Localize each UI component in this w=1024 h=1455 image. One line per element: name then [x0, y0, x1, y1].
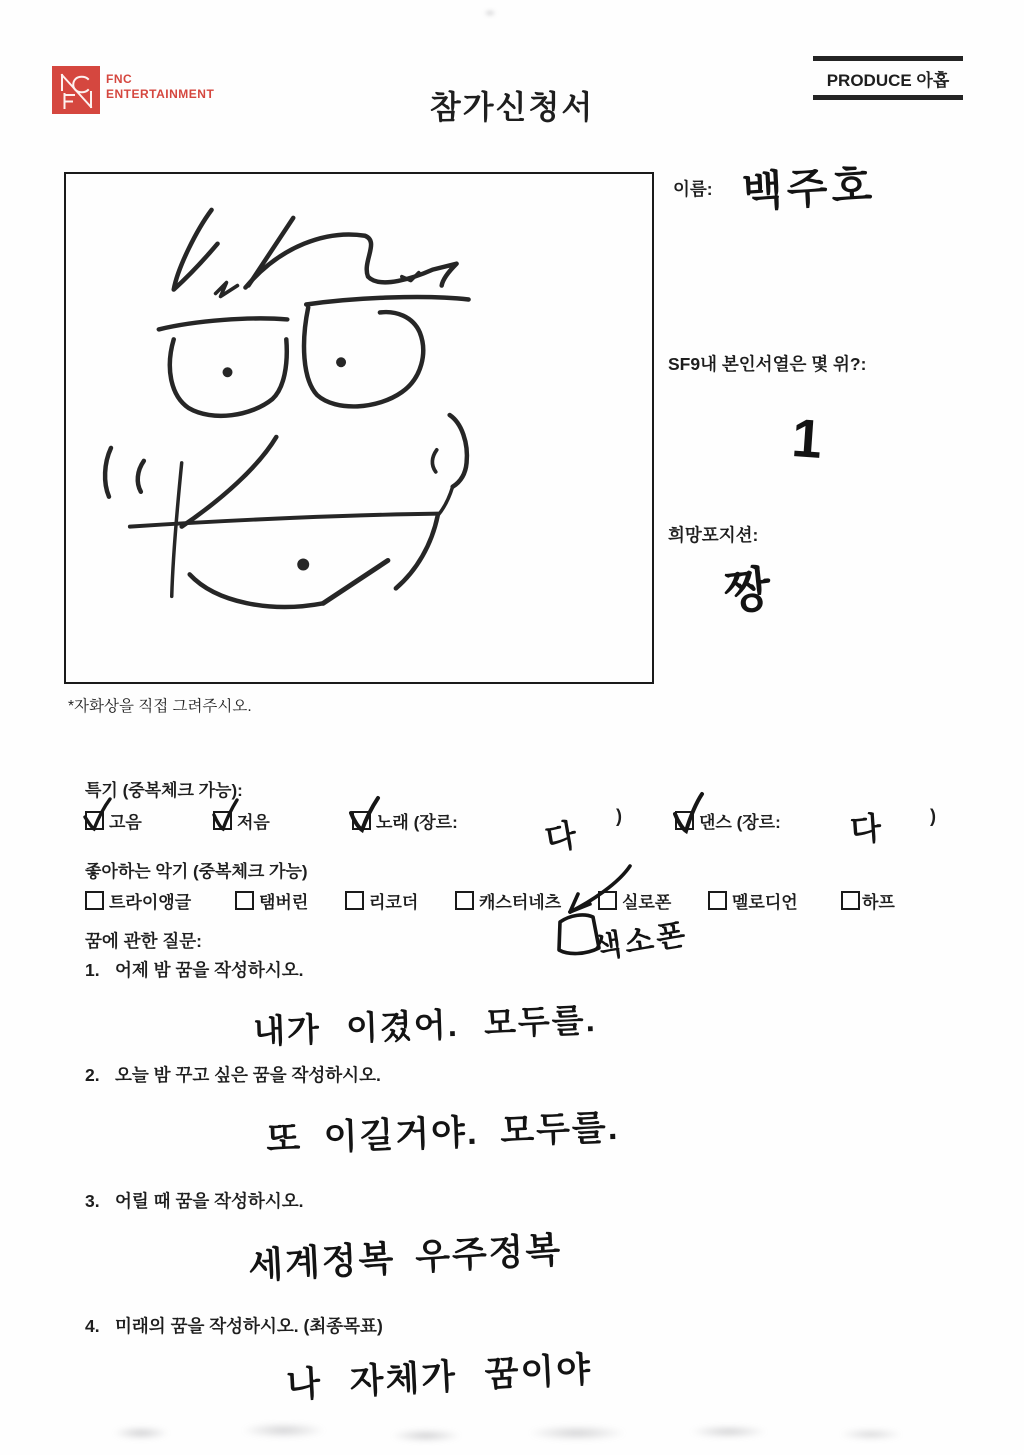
specialty-label: 노래 (장르: [376, 813, 458, 832]
checkbox-high-note[interactable] [85, 811, 104, 830]
specialty-option-dance [675, 808, 781, 833]
checkbox-dance[interactable] [675, 811, 694, 830]
paren-close: ) [930, 806, 936, 826]
instrument-label: 실로폰 [622, 893, 672, 912]
scan-artifact [482, 8, 498, 18]
checkbox-singing[interactable] [352, 811, 371, 830]
dream-question-1 [85, 957, 304, 982]
dream-question-2 [85, 1062, 381, 1087]
specialty-label: 저음 [237, 813, 270, 832]
dream-answer-3: 세계정복 우주정복 [247, 1228, 564, 1287]
instrument-label: 탬버린 [259, 893, 309, 912]
instruments-heading: 좋아하는 악기 (중복체크 가능) [85, 862, 308, 881]
checkmark-icon [673, 800, 703, 838]
specialty-heading: 특기 (중복체크 가능): [85, 781, 243, 800]
instrument-label: 하프 [862, 893, 895, 912]
checkbox-recorder[interactable] [345, 891, 364, 910]
position-label: 희망포지션: [668, 525, 759, 545]
page-title: 참가신청서 [429, 89, 595, 125]
dream-question-4 [85, 1313, 383, 1338]
checkmark-icon [350, 800, 380, 834]
self-portrait-box [64, 172, 654, 684]
instrument-label: 트라이앵글 [109, 893, 192, 912]
scan-smudge-artifact [70, 1420, 960, 1446]
dream-answer-4: 나 자체가 꿈이야 [285, 1350, 594, 1405]
dream-answer-1: 내가 이겼어. 모두를. [252, 1001, 598, 1050]
question-text: 미래의 꿈을 작성하시오. (최종목표) [115, 1316, 383, 1336]
instrument-label: 리코더 [369, 893, 419, 912]
checkbox-castanets[interactable] [455, 891, 474, 910]
question-number: 4. [85, 1316, 100, 1336]
name-label: 이름: [673, 179, 713, 199]
rank-label: SF9내 본인서열은 몇 위?: [668, 354, 867, 374]
portrait-note: *자화상을 직접 그려주시오. [68, 698, 252, 715]
dreams-heading: 꿈에 관한 질문: [85, 931, 202, 951]
instrument-option-recorder [345, 888, 418, 913]
specialty-option-high-note [85, 808, 142, 833]
checkmark-icon [83, 800, 113, 834]
checkbox-low-note[interactable] [213, 811, 232, 830]
question-text: 어제 밤 꿈을 작성하시오. [115, 960, 304, 980]
specialty-option-singing [352, 808, 458, 833]
specialty-label: 고음 [109, 813, 142, 832]
self-portrait-drawing [66, 174, 652, 682]
checkbox-tambourine[interactable] [235, 891, 254, 910]
dream-answer-2: 또 이길거야. 모두를. [265, 1107, 621, 1160]
instrument-label: 캐스터네츠 [479, 893, 562, 912]
question-number: 3. [85, 1191, 100, 1211]
produce-badge: PRODUCE 아홉 [813, 56, 963, 100]
instrument-option-castanets [455, 888, 561, 913]
rank-value: 1 [789, 407, 827, 471]
genre-value-dance: 다 [848, 809, 885, 849]
question-text: 어릴 때 꿈을 작성하시오. [115, 1191, 304, 1211]
instrument-option-tambourine [235, 888, 308, 913]
checkmark-icon [211, 800, 241, 834]
instrument-option-harp [841, 888, 895, 913]
logo-line1: FNC [106, 72, 133, 86]
paren-close: ) [616, 806, 622, 826]
name-value: 백주호 [740, 161, 877, 216]
question-text: 오늘 밤 꾸고 싶은 꿈을 작성하시오. [115, 1065, 381, 1085]
instrument-label: 멜로디언 [732, 893, 798, 912]
question-number: 1. [85, 960, 100, 980]
dream-question-3 [85, 1188, 304, 1213]
logo-line2: ENTERTAINMENT [106, 87, 215, 101]
instrument-option-triangle [85, 888, 191, 913]
position-value: 짱 [721, 562, 776, 621]
genre-value-singing: 다 [542, 816, 582, 858]
saxophone-label: 색소폰 [590, 917, 691, 966]
checkbox-harp[interactable] [841, 891, 860, 910]
question-number: 2. [85, 1065, 100, 1085]
checkbox-triangle[interactable] [85, 891, 104, 910]
saxophone-handwritten-entry [548, 858, 728, 968]
specialty-label: 댄스 (장르: [699, 813, 781, 832]
specialty-option-low-note [213, 808, 270, 833]
